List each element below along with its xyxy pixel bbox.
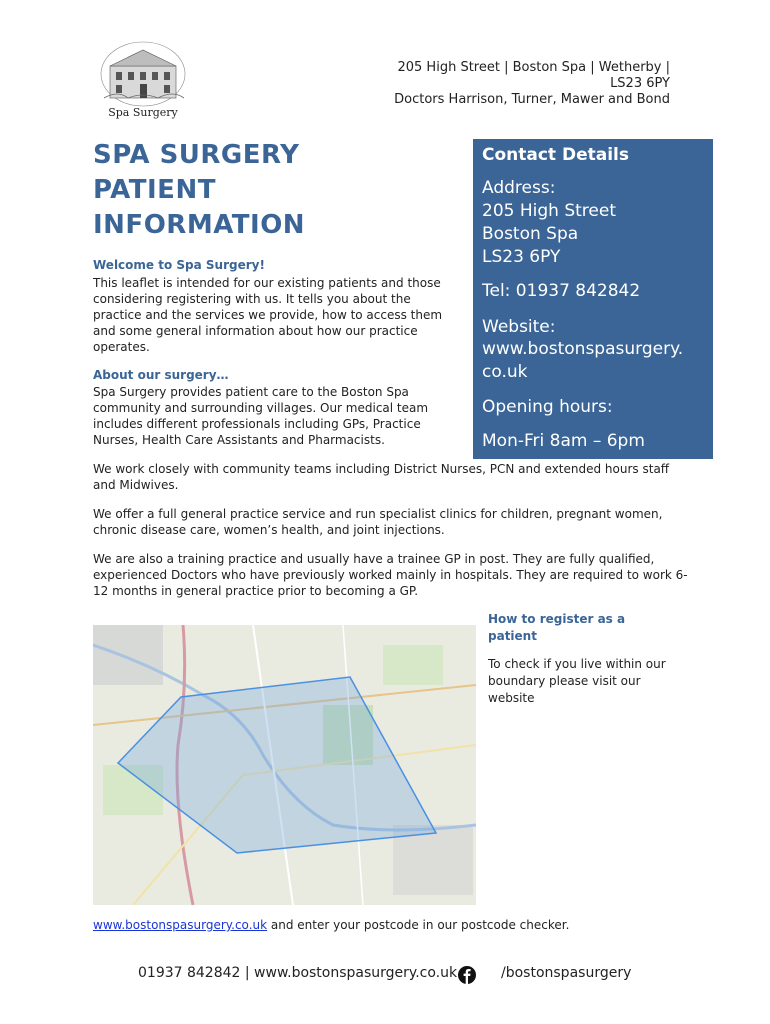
welcome-heading: Welcome to Spa Surgery!: [93, 258, 265, 272]
community-text: We work closely with community teams including District Nurses, PCN and extended hours staff and Midwives.: [93, 462, 670, 492]
register-text: To check if you live within our boundary please visit our website: [488, 657, 666, 705]
footer-social-handle[interactable]: /bostonspasurgery: [501, 965, 632, 981]
header-doctors: Doctors Harrison, Turner, Mawer and Bond: [394, 92, 670, 107]
contact-address-label: Address:: [482, 178, 556, 198]
contact-hours-label: Opening hours:: [482, 397, 613, 417]
practice-header: [394, 60, 670, 108]
facebook-icon[interactable]: [458, 966, 476, 984]
header-address-line2: LS23 6PY: [610, 76, 670, 91]
contact-website-line1[interactable]: www.bostonspasurgery.: [482, 339, 684, 359]
services-text: We offer a full general practice service and run specialist clinics for children, pregnant women, chronic disease care, women’s health, and joint injections.: [93, 507, 663, 537]
contact-website-line2[interactable]: co.uk: [482, 362, 528, 382]
training-text: We are also a training practice and usually have a trainee GP in post. They are fully qualified, experienced Doctors who have previously worked mainly in hospitals. They are required to work 6-12 months in general practice prior to becoming a GP.: [93, 552, 688, 598]
contact-address-line2: Boston Spa: [482, 224, 579, 244]
contact-tel: Tel: 01937 842842: [482, 281, 641, 301]
contact-address-line3: LS23 6PY: [482, 247, 561, 267]
contact-hours: Mon-Fri 8am – 6pm: [482, 431, 645, 451]
register-heading: How to register as a patient: [488, 612, 626, 643]
header-address-line1: 205 High Street | Boston Spa | Wetherby |: [397, 60, 670, 75]
website-link[interactable]: www.bostonspasurgery.co.uk: [93, 918, 268, 932]
contact-website-label: Website:: [482, 317, 556, 337]
title-line3: INFORMATION: [93, 210, 306, 240]
welcome-text: This leaflet is intended for our existing patients and those considering registering with us. It tells you about the practice and the services we provide, how to access them and some general information about how our practice operates.: [93, 276, 443, 354]
title-line2: PATIENT: [93, 175, 216, 205]
website-line: [93, 918, 569, 932]
title-line1: SPA SURGERY: [93, 140, 300, 170]
about-text: Spa Surgery provides patient care to the Boston Spa community and surrounding villages. Our medical team includes different professionals including GPs, Practice Nurses, Health Care Assistants and Pharmacists.: [93, 385, 429, 447]
about-heading: About our surgery…: [93, 368, 229, 382]
contact-address-line1: 205 High Street: [482, 201, 616, 221]
contact-heading: Contact Details: [482, 145, 629, 165]
contact-details-box: [473, 139, 713, 459]
page-title: [93, 138, 453, 243]
website-line-text: and enter your postcode in our postcode checker.: [267, 918, 570, 932]
logo-caption: Spa Surgery: [108, 106, 178, 119]
footer-contact: 01937 842842 | www.bostonspasurgery.co.uk: [138, 965, 458, 981]
practice-boundary-map: [93, 625, 476, 905]
